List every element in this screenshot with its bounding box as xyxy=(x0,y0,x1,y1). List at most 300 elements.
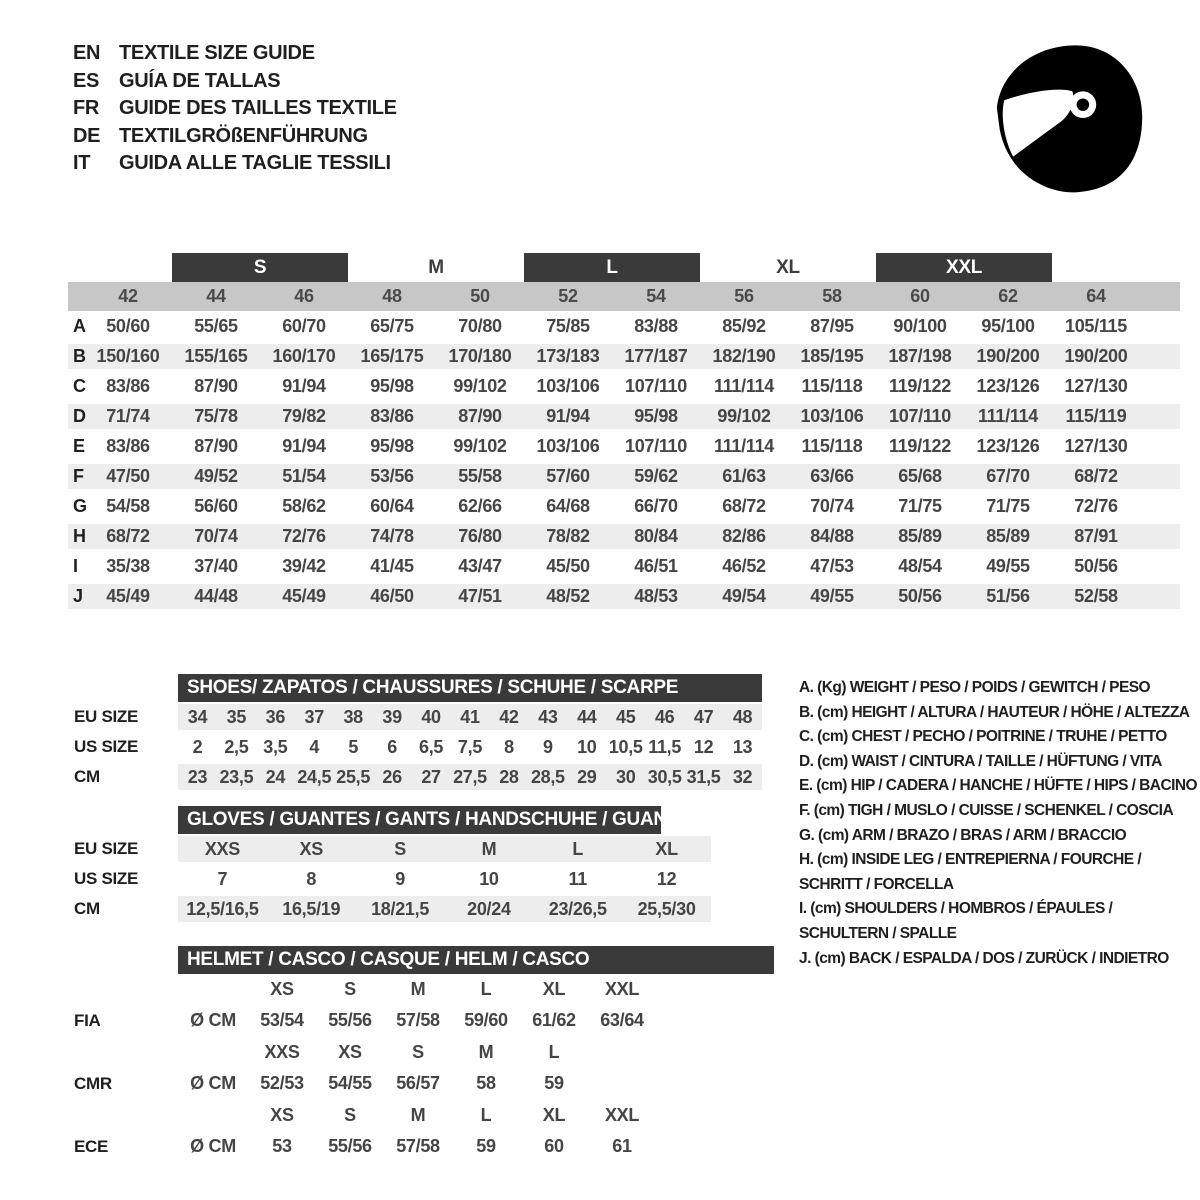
cell: 59/60 xyxy=(464,1010,508,1030)
cell: 41/45 xyxy=(370,555,414,576)
cell: 85/92 xyxy=(722,315,766,336)
cell: 55/65 xyxy=(194,315,238,336)
cell: 47/51 xyxy=(458,585,502,606)
cell: 64/68 xyxy=(546,495,590,516)
size-cell: XS xyxy=(270,1104,294,1125)
language-code: EN xyxy=(73,42,101,64)
size-group-header-row xyxy=(68,253,1180,282)
size-cell: 56 xyxy=(734,286,754,306)
cell: 11 xyxy=(568,868,587,889)
size-cell: 58 xyxy=(822,286,842,306)
size-cell: M xyxy=(410,1104,426,1125)
cells xyxy=(178,1067,774,1100)
cell: 38 xyxy=(343,706,363,727)
size-cell: 46 xyxy=(294,286,314,306)
cell: 173/183 xyxy=(536,345,600,366)
row-label: ECE xyxy=(74,1136,109,1156)
full-face-helmet-icon xyxy=(982,32,1160,210)
cell: 87/90 xyxy=(194,435,238,456)
size-row-h xyxy=(68,521,1180,551)
cell: 55/58 xyxy=(458,465,502,486)
cell: 83/88 xyxy=(634,315,678,336)
cell: 87/90 xyxy=(458,405,502,426)
cell: 111/114 xyxy=(714,375,774,396)
cell: 182/190 xyxy=(712,345,776,366)
cell: 51/56 xyxy=(986,585,1030,606)
cell: 25,5 xyxy=(336,766,371,787)
row-label: G xyxy=(73,495,87,516)
cell: 45/49 xyxy=(106,585,150,606)
cell: 90/100 xyxy=(893,315,947,336)
cell: 61/63 xyxy=(722,465,766,486)
cell: 12 xyxy=(656,868,677,889)
cell: 53/54 xyxy=(260,1010,304,1030)
cell: 83/86 xyxy=(106,435,150,456)
size-row-c xyxy=(68,371,1180,401)
cell: 76/80 xyxy=(458,525,502,546)
cell: 47/50 xyxy=(106,465,150,486)
cell: 103/106 xyxy=(536,435,600,456)
size-cell: 62 xyxy=(998,286,1018,306)
cell: 70/74 xyxy=(810,495,854,516)
cell: 27 xyxy=(421,766,441,787)
cell: 6 xyxy=(387,736,397,757)
cell: 103/106 xyxy=(800,405,864,426)
cell: 40 xyxy=(421,706,441,727)
cell: 6,5 xyxy=(419,736,444,757)
cell: 75/78 xyxy=(194,405,238,426)
cell: 25,5/30 xyxy=(637,898,696,919)
cell: 68/72 xyxy=(722,495,766,516)
cell: 32 xyxy=(732,766,753,787)
cell: 44 xyxy=(577,706,597,727)
cell: 54/55 xyxy=(328,1073,372,1093)
helmet-row-cmr xyxy=(68,1067,774,1100)
cell: 37 xyxy=(304,706,324,727)
size-group-xl: XL xyxy=(776,256,800,278)
cell: 57/58 xyxy=(396,1136,440,1156)
legend-item: B. (cm) HEIGHT / ALTURA / HAUTEUR / HÖHE / ALTEZZA xyxy=(799,703,1190,721)
size-cell: XS xyxy=(338,1041,362,1062)
cells xyxy=(178,1130,774,1163)
helmet-size-band xyxy=(68,974,774,1004)
cell: 34 xyxy=(187,706,208,727)
cell: 8 xyxy=(306,868,317,889)
cell: 48 xyxy=(732,706,753,727)
cell: 11,5 xyxy=(648,736,682,757)
size-cell: XXS xyxy=(264,1041,300,1062)
cell: 123/126 xyxy=(976,375,1040,396)
cell: 51/54 xyxy=(282,465,326,486)
cell: 155/165 xyxy=(184,345,248,366)
cell: 13 xyxy=(732,736,753,757)
cell: 5 xyxy=(348,736,359,757)
size-cell: 52 xyxy=(558,286,578,306)
cell: 46/50 xyxy=(370,585,414,606)
row-label: EU SIZE xyxy=(74,707,139,726)
cell: 107/110 xyxy=(625,435,687,456)
cell: 56/60 xyxy=(194,495,238,516)
cell: 107/110 xyxy=(889,405,951,426)
size-cell: L xyxy=(480,978,492,999)
cells xyxy=(178,1037,774,1067)
cell: 82/86 xyxy=(722,525,766,546)
cell: 119/122 xyxy=(889,435,951,456)
cell: 107/110 xyxy=(625,375,687,396)
cell: 91/94 xyxy=(282,375,326,396)
cell: 35 xyxy=(226,706,247,727)
row-label: D xyxy=(73,405,86,426)
cell: 68/72 xyxy=(106,525,150,546)
size-cell: 64 xyxy=(1086,286,1106,306)
row-label: CM xyxy=(74,767,100,786)
cell: 127/130 xyxy=(1064,435,1128,456)
cell: 12 xyxy=(693,736,714,757)
cell: 65/75 xyxy=(370,315,414,336)
cell: 105/115 xyxy=(1065,315,1127,336)
language-title: GUÍA DE TALLAS xyxy=(119,69,281,92)
cells xyxy=(178,974,774,1004)
size-row-j xyxy=(68,581,1180,611)
cell: 160/170 xyxy=(272,345,336,366)
cell: 177/187 xyxy=(624,345,688,366)
legend-item: J. (cm) BACK / ESPALDA / DOS / ZURÜCK / INDIETRO xyxy=(799,949,1169,967)
legend-item: G. (cm) ARM / BRAZO / BRAS / ARM / BRACCIO xyxy=(799,826,1127,844)
language-title: TEXTILE SIZE GUIDE xyxy=(119,42,315,64)
cell: 42 xyxy=(499,706,519,727)
cell: 16,5/19 xyxy=(282,898,341,919)
legend-item: E. (cm) HIP / CADERA / HANCHE / HÜFTE / HIPS / BACINO xyxy=(799,777,1198,795)
cell: 150/160 xyxy=(96,345,160,366)
cell: 127/130 xyxy=(1064,375,1128,396)
size-row-d xyxy=(68,401,1180,431)
size-row-g xyxy=(68,491,1180,521)
language-title: GUIDA ALLE TAGLIE TESSILI xyxy=(119,152,391,174)
cell: 50/56 xyxy=(1074,555,1118,576)
cell: 54/58 xyxy=(106,495,150,516)
size-group-l: L xyxy=(524,253,700,282)
size-cell: S xyxy=(344,978,356,999)
cell: 170/180 xyxy=(448,345,512,366)
size-cell: XS xyxy=(270,978,294,999)
size-group-m: M xyxy=(428,256,444,278)
cell: 43/47 xyxy=(458,555,502,576)
size-group-s: S xyxy=(172,253,348,282)
cell: 29 xyxy=(577,766,597,787)
table-row xyxy=(68,762,762,792)
cell: 45/49 xyxy=(282,585,326,606)
table-row xyxy=(68,894,711,924)
cell: 165/175 xyxy=(360,345,424,366)
cell: 52/53 xyxy=(260,1073,304,1093)
legend-item: A. (Kg) WEIGHT / PESO / POIDS / GEWITCH / PESO xyxy=(799,679,1151,696)
cell: 61 xyxy=(612,1136,632,1156)
cells xyxy=(178,1100,774,1130)
cell: 115/119 xyxy=(1065,405,1127,426)
cell: 2,5 xyxy=(224,736,249,757)
cell: 28 xyxy=(499,766,519,787)
size-cell: S xyxy=(344,1104,356,1125)
language-row xyxy=(73,95,397,123)
cell: 30 xyxy=(616,766,636,787)
helmet-table xyxy=(68,946,774,1163)
unit-label: Ø CM xyxy=(190,1010,236,1030)
measurement-rows xyxy=(68,311,1180,611)
legend-item: I. (cm) SHOULDERS / HOMBROS / ÉPAULES / SCHULTERN / SPALLE xyxy=(799,900,1113,942)
cell: 10 xyxy=(577,736,597,757)
cell: 95/98 xyxy=(370,375,414,396)
cell: 87/90 xyxy=(194,375,238,396)
cell: L xyxy=(572,838,584,859)
cell: 58/62 xyxy=(282,495,326,516)
row-label: US SIZE xyxy=(74,869,139,888)
cell: 67/70 xyxy=(986,465,1030,486)
size-cell: XL xyxy=(542,1104,566,1125)
cell: 46/52 xyxy=(722,555,766,576)
cell: 39/42 xyxy=(282,555,326,576)
cell: 115/118 xyxy=(801,375,863,396)
cell: 9 xyxy=(395,868,405,889)
cell: 60/64 xyxy=(370,495,414,516)
legend-item: C. (cm) CHEST / PECHO / POITRINE / TRUHE / PETTO xyxy=(799,728,1167,746)
cell: 10,5 xyxy=(608,736,643,757)
cell: 66/70 xyxy=(634,495,678,516)
cell: 47 xyxy=(693,706,714,727)
cell: 91/94 xyxy=(546,405,590,426)
cell: 24 xyxy=(265,766,286,787)
cell: 57/60 xyxy=(546,465,590,486)
cell: 46 xyxy=(654,706,675,727)
cell: 18/21,5 xyxy=(371,898,430,919)
size-row-i xyxy=(68,551,1180,581)
size-cell: XXL xyxy=(604,978,640,999)
row-label: J xyxy=(73,585,83,606)
cell: 65/68 xyxy=(898,465,942,486)
table-row xyxy=(68,702,762,732)
cell: 71/75 xyxy=(986,495,1030,516)
row-label: E xyxy=(73,435,85,456)
cell: 49/55 xyxy=(810,585,854,606)
cell: 72/76 xyxy=(1074,495,1118,516)
cell: 78/82 xyxy=(546,525,590,546)
gloves-table xyxy=(68,806,711,924)
cell: 23/26,5 xyxy=(548,898,607,919)
cells xyxy=(178,1004,774,1037)
language-title: GUIDE DES TAILLES TEXTILE xyxy=(119,97,397,119)
cell: 70/74 xyxy=(194,525,238,546)
cell: 20/24 xyxy=(467,898,511,919)
cell: 70/80 xyxy=(458,315,502,336)
cell: 46/51 xyxy=(634,555,678,576)
cell: 7 xyxy=(217,868,228,889)
size-cell: 50 xyxy=(470,286,490,306)
cell: 83/86 xyxy=(370,405,414,426)
cell: 53/56 xyxy=(370,465,414,486)
cell: 119/122 xyxy=(889,375,951,396)
row-label: I xyxy=(73,555,78,576)
cell: XL xyxy=(655,838,678,859)
cell: 48/54 xyxy=(898,555,942,576)
cell: 57/58 xyxy=(396,1010,440,1030)
cell: 87/95 xyxy=(810,315,854,336)
size-cell: XXL xyxy=(604,1104,640,1125)
cell: 8 xyxy=(504,736,514,757)
cell: 55/56 xyxy=(328,1010,372,1030)
unit-label: Ø CM xyxy=(190,1136,236,1156)
cell: 41 xyxy=(460,706,480,727)
cell: 48/52 xyxy=(546,585,590,606)
cell: 50/60 xyxy=(106,315,150,336)
language-row xyxy=(73,123,397,151)
cell: 59 xyxy=(476,1136,496,1156)
language-row xyxy=(73,68,397,96)
cell: 59/62 xyxy=(634,465,678,486)
helmet-row-fia xyxy=(68,1004,774,1037)
row-label: H xyxy=(73,525,86,546)
cell: 12,5/16,5 xyxy=(186,898,259,919)
cell: 190/200 xyxy=(976,345,1040,366)
table-row xyxy=(68,732,762,762)
gloves-title-bar: GLOVES / GUANTES / GANTS / HANDSCHUHE / GUANTI xyxy=(178,806,661,834)
cell: 53 xyxy=(272,1136,292,1156)
cell: 10 xyxy=(479,868,499,889)
cell: 71/74 xyxy=(106,405,150,426)
cells xyxy=(178,894,711,924)
cells xyxy=(178,732,762,762)
cell: M xyxy=(481,838,497,859)
cell: 63/64 xyxy=(600,1010,644,1030)
cell: 43 xyxy=(538,706,558,727)
cell: 61/62 xyxy=(532,1010,576,1030)
cell: 2 xyxy=(192,736,203,757)
legend-item: H. (cm) INSIDE LEG / ENTREPIERNA / FOURCHE / SCHRITT / FORCELLA xyxy=(799,851,1142,893)
cells xyxy=(178,834,711,864)
cell: 60 xyxy=(544,1136,564,1156)
cell: 83/86 xyxy=(106,375,150,396)
size-cell: 54 xyxy=(646,286,666,306)
cell: 99/102 xyxy=(453,375,507,396)
cell: 35/38 xyxy=(106,555,150,576)
cell: 74/78 xyxy=(370,525,414,546)
cell: 85/89 xyxy=(898,525,942,546)
cell: 37/40 xyxy=(194,555,238,576)
cell: 60/70 xyxy=(282,315,326,336)
cell: 27,5 xyxy=(453,766,487,787)
cell: 85/89 xyxy=(986,525,1030,546)
size-cell: S xyxy=(412,1041,424,1062)
cell: 99/102 xyxy=(717,405,771,426)
cell: 80/84 xyxy=(634,525,678,546)
size-cell: 60 xyxy=(910,286,930,306)
cell: 91/94 xyxy=(282,435,326,456)
language-code: FR xyxy=(73,97,100,119)
unit-label: Ø CM xyxy=(190,1073,236,1093)
cells xyxy=(178,762,762,792)
textile-size-table xyxy=(68,253,1180,611)
cell: 55/56 xyxy=(328,1136,372,1156)
size-cell: XL xyxy=(542,978,566,999)
row-label: FIA xyxy=(74,1010,101,1030)
row-label: C xyxy=(73,375,86,396)
cell: 49/52 xyxy=(194,465,238,486)
size-cell: M xyxy=(478,1041,494,1062)
cell: 52/58 xyxy=(1074,585,1118,606)
cell: 84/88 xyxy=(810,525,854,546)
size-row-b xyxy=(68,341,1180,371)
helmet-row-ece xyxy=(68,1130,774,1163)
size-cell: 44 xyxy=(206,286,226,306)
size-row-f xyxy=(68,461,1180,491)
cell: 187/198 xyxy=(888,345,952,366)
helmet-title-bar: HELMET / CASCO / CASQUE / HELM / CASCO xyxy=(178,946,774,974)
cell: 49/55 xyxy=(986,555,1030,576)
cell: 79/82 xyxy=(282,405,326,426)
legend-item: F. (cm) TIGH / MUSLO / CUISSE / SCHENKEL / COSCIA xyxy=(799,801,1174,819)
cell: 23,5 xyxy=(219,766,254,787)
cell: 58 xyxy=(476,1073,496,1093)
language-code: ES xyxy=(73,69,100,92)
cell: 56/57 xyxy=(396,1073,440,1093)
numeric-sizes-row xyxy=(68,282,1180,311)
cell: 45/50 xyxy=(546,555,590,576)
cell: 75/85 xyxy=(546,315,590,336)
row-label: B xyxy=(73,345,86,366)
cell: S xyxy=(394,838,406,859)
helmet-size-band xyxy=(68,1037,774,1067)
cell: 49/54 xyxy=(722,585,766,606)
language-row xyxy=(73,40,397,68)
cell: 47/53 xyxy=(810,555,854,576)
cell: XS xyxy=(299,838,323,859)
size-group-xxl: XXL xyxy=(876,253,1052,282)
shoes-table xyxy=(68,674,762,792)
cell: 45 xyxy=(616,706,636,727)
cell: 48/53 xyxy=(634,585,678,606)
cell: 24,5 xyxy=(297,766,332,787)
cell: 111/114 xyxy=(714,435,774,456)
cell: 95/98 xyxy=(634,405,678,426)
cell: 39 xyxy=(382,706,402,727)
cell: XXS xyxy=(204,838,240,859)
language-row xyxy=(73,150,397,178)
cell: 7,5 xyxy=(457,736,483,757)
row-label: EU SIZE xyxy=(74,839,139,858)
row-label: CM xyxy=(74,899,100,918)
cell: 59 xyxy=(544,1073,564,1093)
row-label: US SIZE xyxy=(74,737,139,756)
cell: 9 xyxy=(543,736,553,757)
size-cell: M xyxy=(410,978,426,999)
cell: 62/66 xyxy=(458,495,502,516)
language-title: TEXTILGRÖßENFÜHRUNG xyxy=(119,124,368,147)
cell: 26 xyxy=(382,766,402,787)
cell: 190/200 xyxy=(1064,345,1128,366)
cell: 87/91 xyxy=(1074,525,1118,546)
table-row xyxy=(68,864,711,894)
cell: 95/98 xyxy=(370,435,414,456)
cell: 4 xyxy=(309,736,320,757)
cell: 115/118 xyxy=(801,435,863,456)
helmet-size-band xyxy=(68,1100,774,1130)
language-code: DE xyxy=(73,124,101,147)
cell: 31,5 xyxy=(686,766,721,787)
cell: 99/102 xyxy=(453,435,507,456)
cell: 23 xyxy=(187,766,208,787)
cell: 30,5 xyxy=(647,766,682,787)
cells xyxy=(178,864,711,894)
cell: 185/195 xyxy=(800,345,864,366)
measurement-legend xyxy=(799,676,1200,971)
